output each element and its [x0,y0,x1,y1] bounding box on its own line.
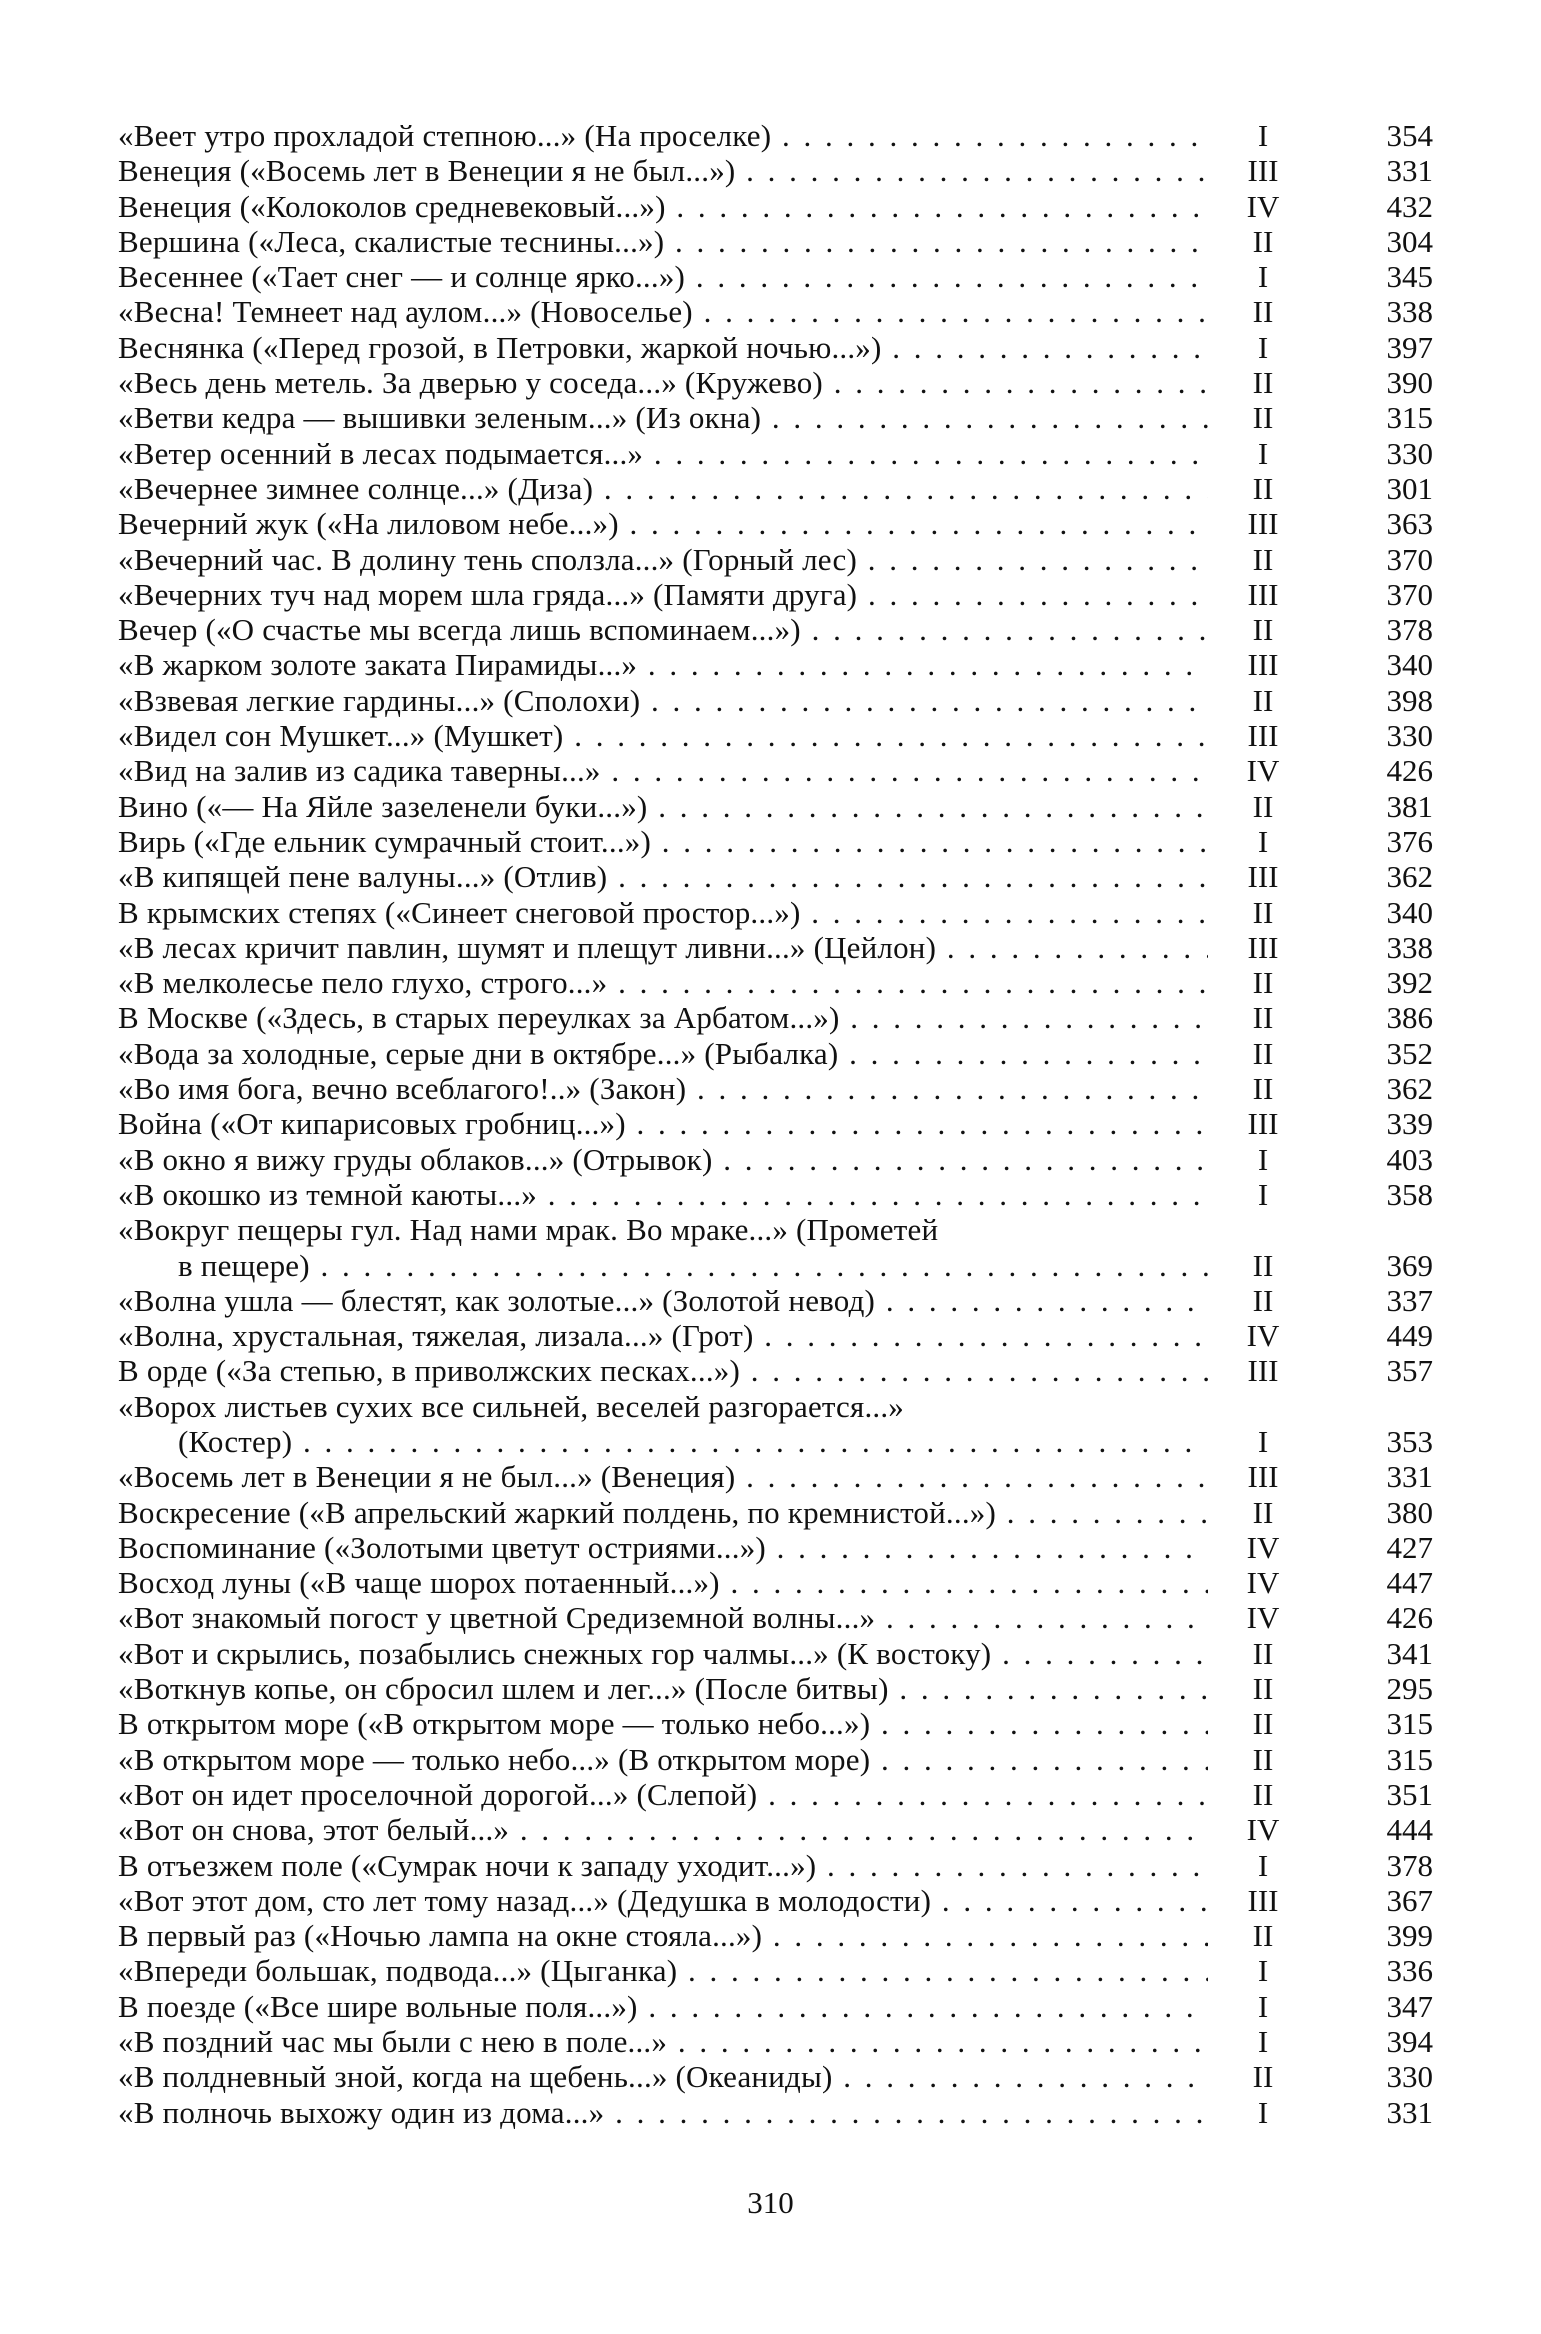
entry-line [118,930,1438,965]
entry-page: 357 [1386,1353,1433,1389]
index-entry [118,294,1438,329]
entry-page: 331 [1386,1459,1433,1495]
entry-page: 330 [1386,718,1433,754]
entry-page: 331 [1386,2094,1433,2130]
entry-page: 336 [1386,1953,1433,1989]
entry-page: 295 [1386,1671,1433,1707]
index-entry [118,1565,1438,1600]
index-entry [118,1777,1438,1812]
entry-volume: III [1247,859,1279,895]
index-entry [118,2095,1438,2130]
entry-line [118,577,1438,612]
title-index [118,118,1438,2130]
entry-volume: II [1252,1671,1274,1707]
entry-title: В крымских степях («Синеет снеговой простор...») . . . [118,895,1208,930]
entry-line [118,1283,1438,1318]
entry-line [118,224,1438,259]
index-entry [118,1318,1438,1353]
index-entry [118,1177,1438,1212]
entry-volume: III [1247,1106,1279,1142]
entry-line [118,365,1438,400]
entry-volume: II [1252,1000,1274,1036]
entry-line [118,1953,1438,1988]
entry-page: 378 [1386,612,1433,648]
entry-volume: II [1252,1282,1274,1318]
entry-page: 386 [1386,1000,1433,1036]
entry-title: «Видел сон Мушкет...» (Мушкет) . . . [118,718,1208,753]
entry-volume: I [1257,118,1269,153]
entry-page: 304 [1386,223,1433,259]
entry-line [118,2024,1438,2059]
entry-line [118,1248,1438,1283]
entry-title: «Веет утро прохладой степною...» (На проселке) . . . [118,118,1208,153]
entry-page: 363 [1386,506,1433,542]
entry-title: Вечерний жук («На лиловом небе...») . . . [118,506,1208,541]
entry-line [118,824,1438,859]
entry-volume: I [1257,1423,1269,1459]
index-entry [118,930,1438,965]
entry-title: «Воткнув копье, он сбросил шлем и лег...» (После битвы) . . . [118,1671,1208,1706]
index-entry [118,1459,1438,1494]
entry-volume: III [1247,718,1279,754]
index-entry [118,1036,1438,1071]
entry-title: «Вечерний час. В долину тень сползла...» (Горный лес) . . . [118,542,1208,577]
entry-volume: I [1257,329,1269,365]
entry-page: 426 [1386,753,1433,789]
entry-volume: II [1252,1776,1274,1812]
entry-volume: II [1252,400,1274,436]
entry-line [118,189,1438,224]
entry-volume: II [1252,541,1274,577]
entry-title: Война («От кипарисовых гробниц...») . . . [118,1106,1208,1141]
entry-line [118,2059,1438,2094]
entry-page: 370 [1386,576,1433,612]
entry-volume: II [1252,1071,1274,1107]
entry-line [118,718,1438,753]
index-entry [118,1706,1438,1741]
entry-page: 358 [1386,1176,1433,1212]
entry-title: В орде («За степью, в приволжских песках...») . . . [118,1353,1208,1388]
entry-page: 315 [1386,1706,1433,1742]
entry-volume: II [1252,682,1274,718]
entry-page: 362 [1386,1071,1433,1107]
entry-volume: II [1252,223,1274,259]
entry-page: 337 [1386,1282,1433,1318]
entry-title: «Волна ушла — блестят, как золотые...» (Золотой невод) . . . [118,1283,1208,1318]
entry-volume: II [1252,470,1274,506]
entry-line [118,1071,1438,1106]
entry-page: 331 [1386,153,1433,189]
entry-title: В Москве («Здесь, в старых переулках за Арбатом...») . . . [118,1000,1208,1035]
entry-title: «Во имя бога, вечно всеблагого!..» (Закон) . . . [118,1071,1208,1106]
entry-page: 394 [1386,2024,1433,2060]
entry-volume: I [1257,435,1269,471]
entry-volume: I [1257,259,1269,295]
entry-volume: II [1252,612,1274,648]
entry-line [118,1600,1438,1635]
index-entry [118,400,1438,435]
entry-title: «В поздний час мы были с нею в поле...» . . . [118,2024,1208,2059]
entry-title: «Вода за холодные, серые дни в октябре...» (Рыбалка) . . . [118,1036,1208,1071]
index-entry [118,789,1438,824]
index-entry [118,718,1438,753]
index-entry [118,1742,1438,1777]
entry-line [118,647,1438,682]
entry-page: 340 [1386,894,1433,930]
entry-line [118,1389,1438,1424]
entry-volume: III [1247,1459,1279,1495]
entry-volume: I [1257,1141,1269,1177]
entry-line [118,1742,1438,1777]
entry-volume: III [1247,506,1279,542]
entry-line [118,259,1438,294]
entry-line [118,1142,1438,1177]
entry-title: Вечер («О счастье мы всегда лишь вспоминаем...») . . . [118,612,1208,647]
entry-title: «Вот он снова, этот белый...» . . . [118,1812,1208,1847]
entry-page: 449 [1386,1318,1433,1354]
index-entry [118,1989,1438,2024]
index-entry [118,1953,1438,1988]
index-entry [118,1883,1438,1918]
entry-title: «Вокруг пещеры гул. Над нами мрак. Во мраке...» (Прометей [118,1212,939,1248]
entry-title: В первый раз («Ночью лампа на окне стояла...») . . . [118,1918,1208,1953]
entry-volume: II [1252,1635,1274,1671]
entry-line [118,1177,1438,1212]
index-entry [118,1071,1438,1106]
entry-line [118,506,1438,541]
entry-page: 427 [1386,1529,1433,1565]
entry-page: 398 [1386,682,1433,718]
entry-title: «Вот он идет проселочной дорогой...» (Слепой) . . . [118,1777,1208,1812]
entry-line [118,153,1438,188]
index-entry [118,471,1438,506]
entry-line [118,1530,1438,1565]
index-entry [118,1283,1438,1318]
entry-volume: III [1247,153,1279,189]
index-entry [118,2024,1438,2059]
entry-line [118,1671,1438,1706]
entry-page: 399 [1386,1918,1433,1954]
entry-line [118,612,1438,647]
entry-page: 369 [1386,1247,1433,1283]
entry-line [118,471,1438,506]
entry-title: Восход луны («В чаще шорох потаенный...») . . . [118,1565,1208,1600]
entry-title: «В окно я вижу груды облаков...» (Отрывок) . . . [118,1142,1208,1177]
entry-title: «Вот и скрылись, позабылись снежных гор чалмы...» (К востоку) . . . [118,1636,1208,1671]
entry-title: «Ворох листьев сухих все сильней, веселей разгорается...» [118,1388,905,1424]
index-entry [118,365,1438,400]
index-entry [118,224,1438,259]
entry-title: «Волна, хрустальная, тяжелая, лизала...» (Грот) . . . [118,1318,1208,1353]
entry-page: 390 [1386,365,1433,401]
entry-page: 338 [1386,294,1433,330]
entry-line [118,1106,1438,1141]
entry-line [118,294,1438,329]
entry-line [118,436,1438,471]
index-entry [118,753,1438,788]
entry-title: Венеция («Колоколов средневековый...») . . . [118,189,1208,224]
entry-page: 315 [1386,1741,1433,1777]
index-entry [118,612,1438,647]
entry-title: Воспоминание («Золотыми цветут остриями...») . . . [118,1530,1208,1565]
index-entry [118,965,1438,1000]
entry-title: «Вид на залив из садика таверны...» . . . [118,753,1208,788]
entry-line [118,1424,1438,1459]
entry-volume: I [1257,1176,1269,1212]
index-entry [118,189,1438,224]
entry-title: «В лесах кричит павлин, шумят и плещут ливни...» (Цейлон) . . . [118,930,1208,965]
entry-title: «Весна! Темнеет над аулом...» (Новоселье) . . . [118,294,1208,329]
entry-line [118,1706,1438,1741]
entry-line [118,1318,1438,1353]
entry-volume: III [1247,647,1279,683]
entry-title: «Ветви кедра — вышивки зеленым...» (Из окна) . . . [118,400,1208,435]
index-entry [118,542,1438,577]
index-entry [118,577,1438,612]
entry-line [118,400,1438,435]
entry-title: В поезде («Все шире вольные поля...») . . . [118,1989,1208,2024]
entry-line [118,965,1438,1000]
entry-page: 362 [1386,859,1433,895]
entry-line [118,1565,1438,1600]
entry-volume: IV [1246,1812,1280,1848]
entry-title: «В полдневный зной, когда на щебень...» (Океаниды) . . . [118,2059,1208,2094]
entry-volume: III [1247,1882,1279,1918]
entry-volume: III [1247,929,1279,965]
entry-volume: IV [1246,753,1280,789]
index-entry [118,436,1438,471]
entry-title: Вирь («Где ельник сумрачный стоит...») . . . [118,824,1208,859]
entry-title: «Вечерних туч над морем шла гряда...» (Памяти друга) . . . [118,577,1208,612]
entry-title: В открытом море («В открытом море — только небо...») . . . [118,1706,1208,1741]
entry-page: 447 [1386,1565,1433,1601]
index-entry [118,1671,1438,1706]
entry-title: «Взвевая легкие гардины...» (Сполохи) . . . [118,683,1208,718]
entry-volume: IV [1246,188,1280,224]
entry-volume: II [1252,788,1274,824]
entry-page: 330 [1386,2059,1433,2095]
entry-volume: II [1252,2059,1274,2095]
index-entry [118,1600,1438,1635]
page-number: 310 [747,2185,794,2220]
index-entry [118,824,1438,859]
entry-title: «В полночь выхожу один из дома...» . . . [118,2095,1208,2130]
entry-title: «Ветер осенний в лесах подымается...» . . . [118,436,1208,471]
entry-volume: I [1257,1847,1269,1883]
index-entry [118,683,1438,718]
entry-volume: II [1252,1494,1274,1530]
entry-title: «Восемь лет в Венеции я не был...» (Венеция) . . . [118,1459,1208,1494]
entry-title: «В мелколесье пело глухо, строго...» . . . [118,965,1208,1000]
index-entry [118,647,1438,682]
index-entry [118,1636,1438,1671]
entry-title: «Вот знакомый погост у цветной Средиземной волны...» . . . [118,1600,1208,1635]
index-entry [118,895,1438,930]
entry-page: 370 [1386,541,1433,577]
entry-page: 432 [1386,188,1433,224]
index-entry [118,1106,1438,1141]
entry-title-continuation: в пещере) . . . [178,1248,1208,1283]
entry-line [118,1812,1438,1847]
entry-volume: II [1252,294,1274,330]
index-entry [118,1212,1438,1283]
entry-volume: I [1257,2094,1269,2130]
entry-title: «В жарком золоте заката Пирамиды...» . . . [118,647,1208,682]
entry-title: Весеннее («Тает снег — и солнце ярко...») . . . [118,259,1208,294]
index-entry [118,1495,1438,1530]
entry-line [118,1883,1438,1918]
index-entry [118,1812,1438,1847]
entry-line [118,330,1438,365]
entry-line [118,1036,1438,1071]
index-entry [118,2059,1438,2094]
index-entry [118,330,1438,365]
entry-page: 330 [1386,435,1433,471]
index-entry [118,1389,1438,1460]
entry-volume: II [1252,894,1274,930]
entry-page: 397 [1386,329,1433,365]
entry-line [118,1000,1438,1035]
entry-line [118,753,1438,788]
entry-page: 339 [1386,1106,1433,1142]
entry-line [118,1989,1438,2024]
entry-page: 392 [1386,965,1433,1001]
entry-title: «В кипящей пене валуны...» (Отлив) . . . [118,859,1208,894]
entry-line [118,1212,1438,1247]
entry-volume: II [1252,1247,1274,1283]
entry-page: 378 [1386,1847,1433,1883]
entry-title: «Впереди большак, подвода...» (Цыганка) . . . [118,1953,1208,1988]
entry-volume: IV [1246,1600,1280,1636]
index-entry [118,1848,1438,1883]
entry-title: «Вечернее зимнее солнце...» (Диза) . . . [118,471,1208,506]
entry-page: 426 [1386,1600,1433,1636]
entry-title: Воскресение («В апрельский жаркий полдень, по кремнистой...») . . . [118,1495,1208,1530]
entry-title: «В открытом море — только небо...» (В открытом море) . . . [118,1742,1208,1777]
entry-volume: I [1257,2024,1269,2060]
entry-volume: III [1247,576,1279,612]
entry-title-continuation: (Костер) . . . [178,1424,1208,1459]
entry-page: 376 [1386,823,1433,859]
entry-line [118,1636,1438,1671]
entry-line [118,895,1438,930]
index-entry [118,859,1438,894]
entry-line [118,1918,1438,1953]
entry-volume: IV [1246,1565,1280,1601]
entry-line [118,1353,1438,1388]
entry-line [118,118,1438,153]
entry-volume: III [1247,1353,1279,1389]
entry-line [118,789,1438,824]
index-entry [118,118,1438,153]
entry-line [118,1848,1438,1883]
index-entry [118,1530,1438,1565]
entry-page: 352 [1386,1035,1433,1071]
entry-line [118,542,1438,577]
entry-volume: II [1252,965,1274,1001]
entry-page: 347 [1386,1988,1433,2024]
entry-page: 367 [1386,1882,1433,1918]
entry-line [118,1495,1438,1530]
entry-page: 341 [1386,1635,1433,1671]
entry-volume: IV [1246,1529,1280,1565]
entry-volume: II [1252,1706,1274,1742]
entry-page: 381 [1386,788,1433,824]
index-entry [118,1000,1438,1035]
entry-page: 351 [1386,1776,1433,1812]
index-entry [118,1918,1438,1953]
entry-line [118,1777,1438,1812]
entry-volume: I [1257,1988,1269,2024]
entry-page: 315 [1386,400,1433,436]
index-entry [118,1353,1438,1388]
entry-page: 338 [1386,929,1433,965]
entry-page: 345 [1386,259,1433,295]
entry-volume: II [1252,365,1274,401]
entry-line [118,859,1438,894]
entry-title: В отъезжем поле («Сумрак ночи к западу уходит...») . . . [118,1848,1208,1883]
entry-title: Вершина («Леса, скалистые теснины...») . . . [118,224,1208,259]
entry-page: 354 [1386,118,1433,153]
entry-volume: II [1252,1918,1274,1954]
entry-volume: I [1257,1953,1269,1989]
entry-title: «Вот этот дом, сто лет тому назад...» (Дедушка в молодости) . . . [118,1883,1208,1918]
index-entry [118,1142,1438,1177]
entry-title: Вино («— На Яйле зазеленели буки...») . . . [118,789,1208,824]
entry-page: 353 [1386,1423,1433,1459]
entry-title: Венеция («Восемь лет в Венеции я не был...») . . . [118,153,1208,188]
entry-page: 301 [1386,470,1433,506]
entry-volume: II [1252,1035,1274,1071]
entry-title: «В окошко из темной каюты...» . . . [118,1177,1208,1212]
index-entry [118,153,1438,188]
entry-title: «Весь день метель. За дверью у соседа...» (Кружево) . . . [118,365,1208,400]
entry-page: 403 [1386,1141,1433,1177]
entry-page: 444 [1386,1812,1433,1848]
entry-page: 380 [1386,1494,1433,1530]
entry-volume: I [1257,823,1269,859]
index-entry [118,259,1438,294]
entry-volume: II [1252,1741,1274,1777]
entry-line [118,2095,1438,2130]
entry-title: Веснянка («Перед грозой, в Петровки, жаркой ночью...») . . . [118,330,1208,365]
entry-line [118,1459,1438,1494]
entry-page: 340 [1386,647,1433,683]
index-entry [118,506,1438,541]
entry-line [118,683,1438,718]
entry-volume: IV [1246,1318,1280,1354]
